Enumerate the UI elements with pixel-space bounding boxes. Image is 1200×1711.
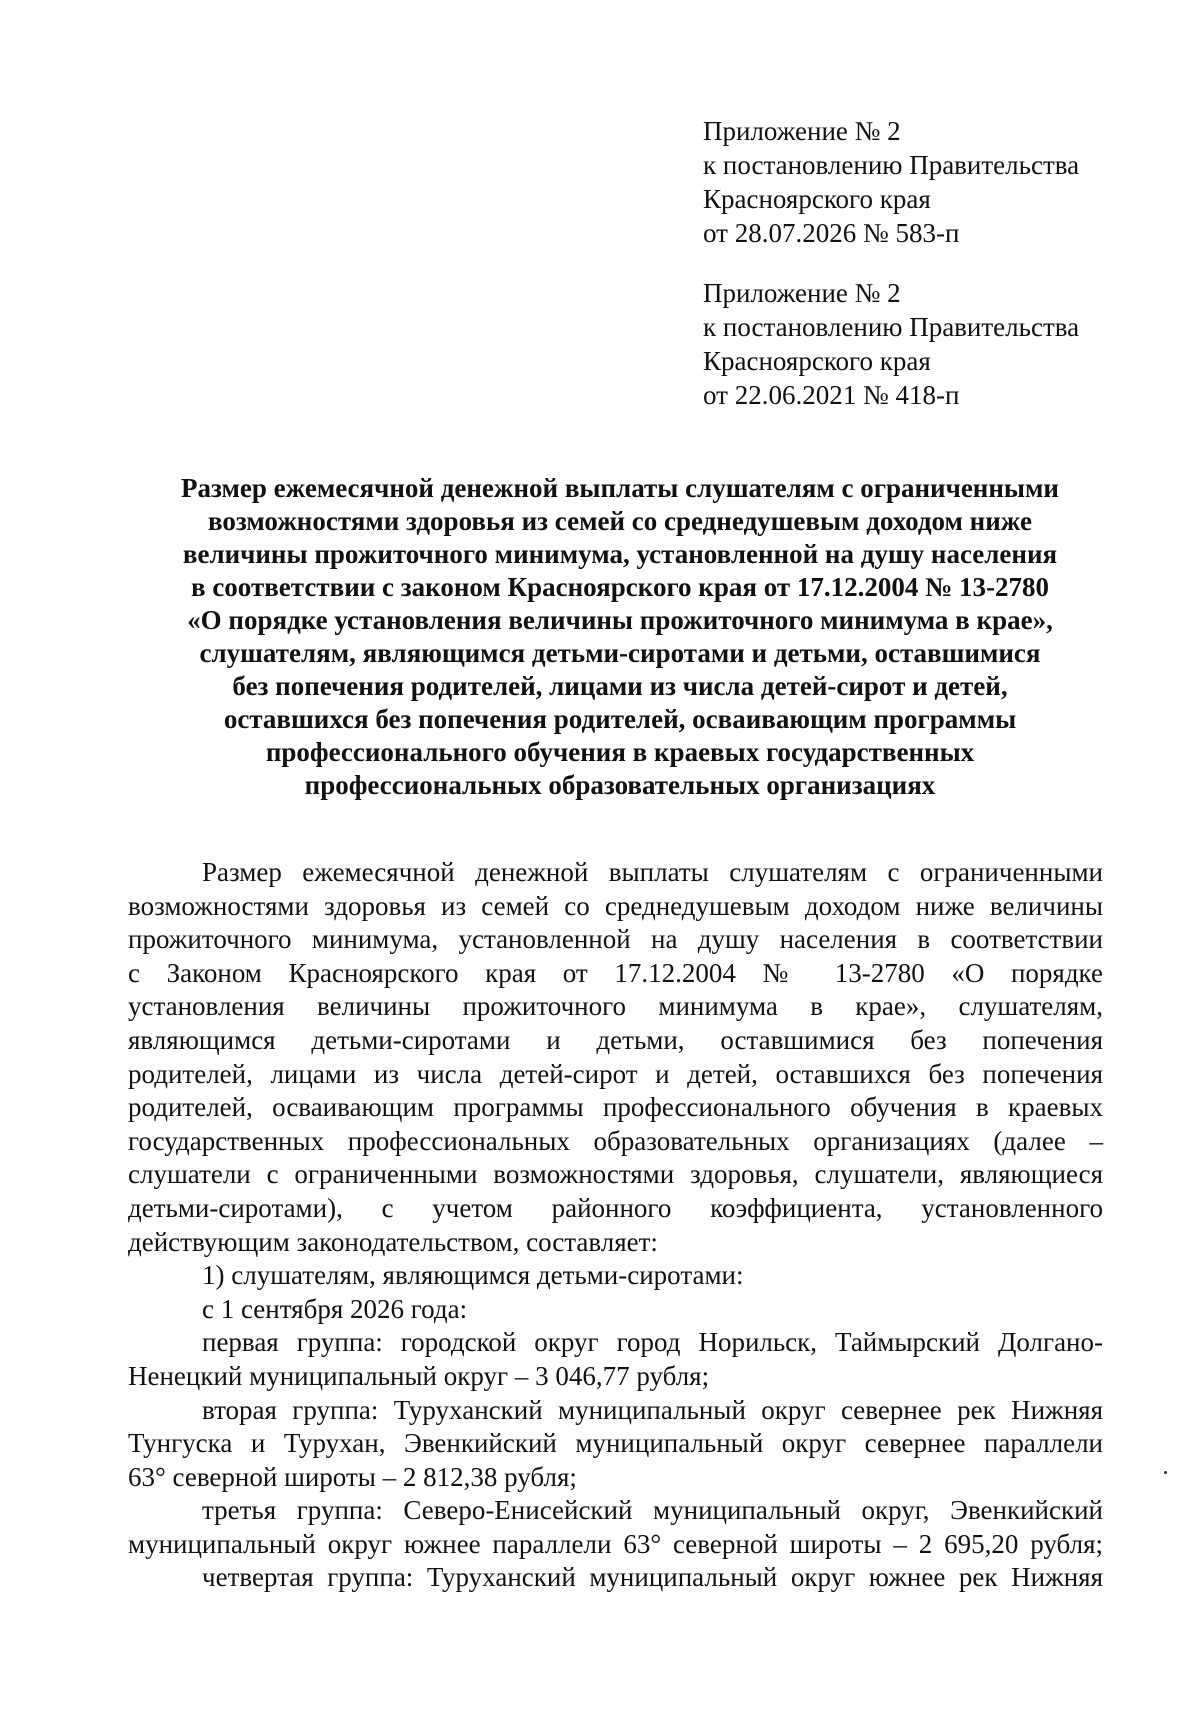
body-line: действующим законодательством, составляет: [128,1226,658,1257]
body-line: с Законом Красноярского края от 17.12.2004 № 13-2780 «О порядке [128,957,1103,988]
appendix-line: к постановлению Правительства [703,150,1080,180]
body-line: государственных профессиональных образовательных организациях (далее – [128,1125,1103,1156]
appendix-line: Красноярского края [703,184,931,214]
document-body [128,856,1103,1595]
title-line: в соответствии с законом Красноярского края от 17.12.2004 № 13-2780 [190,572,1049,602]
appendix-line: Приложение № 2 [703,278,901,308]
effective-date-line: с 1 сентября 2026 года: [202,1293,468,1324]
body-line: детьми-сиротами), с учетом районного коэффициента, установленного [128,1192,1103,1223]
title-line: оставшихся без попечения родителей, осваивающим программы [223,704,1017,734]
body-line: слушатели с ограниченными возможностями здоровья, слушатели, являющиеся [128,1159,1103,1190]
body-line: Размер ежемесячной денежной выплаты слушателям с ограниченными [202,857,1103,887]
appendix-line: Приложение № 2 [703,116,901,146]
body-line: являющимся детьми-сиротами и детьми, оставшимися без попечения [128,1024,1103,1055]
title-line: без попечения родителей, лицами из числа детей-сирот и детей, [232,671,1008,701]
appendix-line: от 22.06.2021 № 418-п [703,380,960,410]
title-line: слушателям, являющимся детьми-сиротами и детьми, оставшимися [199,638,1041,668]
appendix-header-new [703,114,1079,250]
scan-speck [1164,1471,1167,1474]
appendix-line: к постановлению Правительства [703,312,1080,342]
title-line: возможностями здоровья из семей со среднедушевым доходом ниже [207,506,1032,536]
group-second-line: Тунгуска и Турухан, Эвенкийский муниципальный округ севернее параллели [128,1428,1103,1459]
title-line: Размер ежемесячной денежной выплаты слушателям с ограниченными [181,473,1059,503]
title-line: величины прожиточного минимума, установленной на душу населения [182,539,1058,569]
appendix-line: от 28.07.2026 № 583-п [703,218,960,248]
appendix-line: Красноярского края [703,346,931,376]
title-line: «О порядке установления величины прожиточного минимума в крае», [187,605,1053,635]
body-line: родителей, осваивающим программы профессионального обучения в краевых [128,1092,1103,1123]
title-line: профессионального обучения в краевых государственных [265,737,975,767]
title-line: профессиональных образовательных организациях [304,770,936,800]
list-item-heading: 1) слушателям, являющимся детьми-сиротами: [202,1260,744,1291]
body-line: возможностями здоровья из семей со среднедушевым доходом ниже величины [128,890,1103,921]
group-first-line: первая группа: городской округ город Норильск, Таймырский Долгано- [202,1327,1103,1358]
document-title [120,472,1120,802]
group-third-line: муниципальный округ южнее параллели 63° северной широты – 2 695,20 рубля; [128,1528,1103,1559]
group-third-line: третья группа: Северо-Енисейский муниципальный округ, Эвенкийский [202,1495,1103,1526]
group-second-line: вторая группа: Туруханский муниципальный округ севернее рек Нижняя [202,1394,1103,1425]
body-line: родителей, лицами из числа детей-сирот и детей, оставшихся без попечения [128,1058,1103,1089]
body-line: установления величины прожиточного минимума в крае», слушателям, [128,991,1103,1022]
body-line: прожиточного минимума, установленной на душу населения в соответствии [128,924,1103,955]
group-first-line: Ненецкий муниципальный округ – 3 046,77 рубля; [128,1360,710,1391]
appendix-header-old [703,276,1079,412]
group-fourth-line: четвертая группа: Туруханский муниципальный округ южнее рек Нижняя [202,1562,1103,1593]
group-second-line: 63° северной широты – 2 812,38 рубля; [128,1461,577,1492]
